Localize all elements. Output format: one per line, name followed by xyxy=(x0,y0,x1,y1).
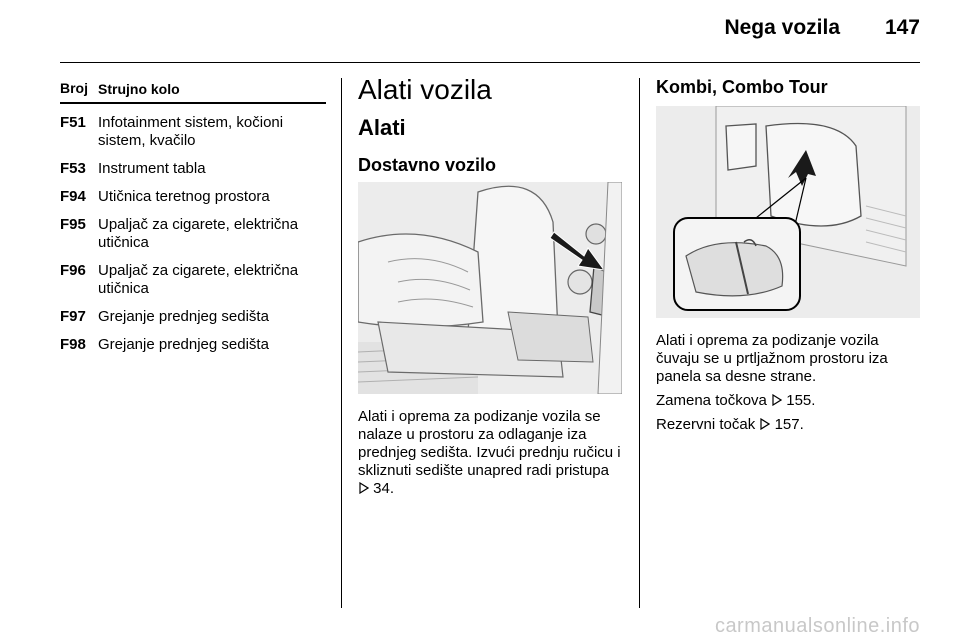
fuse-description: Upaljač za cigarete, električna utičnica xyxy=(98,216,299,251)
column-divider-right xyxy=(639,78,640,608)
table-row xyxy=(60,262,326,298)
page-number: 147 xyxy=(884,16,920,39)
fuse-description: Instrument tabla xyxy=(98,160,206,177)
fuse-description: Infotainment sistem, kočioni sistem, kvačilo xyxy=(98,114,284,149)
watermark: carmanualsonline.info xyxy=(714,615,920,637)
spare-wheel-reference xyxy=(656,416,920,434)
section-title: Nega vozila xyxy=(724,16,840,39)
page-reference-triangle-icon xyxy=(358,480,373,497)
page-reference-triangle-icon xyxy=(771,392,786,409)
subsection-heading: Alati xyxy=(358,115,406,140)
van-heading: Dostavno vozilo xyxy=(358,155,497,175)
page-header xyxy=(60,0,920,63)
page-reference-triangle-icon xyxy=(759,416,774,433)
van-seat-illustration xyxy=(358,182,622,394)
kombi-tools-paragraph: Alati i oprema za podizanje vozila čuvaju se u prtljažnom prostoru iza panela sa desne strane. xyxy=(656,332,888,385)
column-header-description: Strujno kolo xyxy=(98,81,180,97)
fuse-code: F95 xyxy=(60,216,86,233)
section-heading: Alati vozila xyxy=(358,74,492,105)
wheel-change-page-ref[interactable]: 155. xyxy=(786,392,816,409)
cargo-panel-drawing xyxy=(656,106,920,318)
fuse-description: Grejanje prednjeg sedišta xyxy=(98,336,269,353)
wheel-change-text: Zamena točkova xyxy=(656,392,767,409)
van-tools-page-ref[interactable]: 34. xyxy=(373,480,395,497)
tools-section xyxy=(358,72,624,498)
fuse-description: Upaljač za cigarete, električna utičnica xyxy=(98,262,299,297)
fuse-code: F53 xyxy=(60,160,86,177)
table-row xyxy=(60,336,326,354)
column-divider-left xyxy=(341,78,342,608)
van-tools-text: Alati i oprema za podizanje vozila se nalaze u prostoru za odlaganje iza prednjeg sedišta. Izvući prednju ručicu i skliznuti sedište unapred radi pristupa xyxy=(358,408,621,479)
kombi-section xyxy=(656,76,920,434)
table-row xyxy=(60,216,326,252)
van-tools-paragraph xyxy=(358,408,624,498)
fuse-code: F94 xyxy=(60,188,86,205)
fuse-table xyxy=(60,78,326,354)
table-row xyxy=(60,114,326,150)
fuse-description: Utičnica teretnog prostora xyxy=(98,188,270,205)
spare-wheel-text: Rezervni točak xyxy=(656,416,756,433)
fuse-description: Grejanje prednjeg sedišta xyxy=(98,308,269,325)
kombi-cargo-illustration xyxy=(656,106,920,318)
fuse-code: F97 xyxy=(60,308,86,325)
table-row xyxy=(60,160,326,178)
wheel-change-reference xyxy=(656,392,920,410)
fuse-code: F98 xyxy=(60,336,86,353)
kombi-heading: Kombi, Combo Tour xyxy=(656,77,828,97)
spare-wheel-page-ref[interactable]: 157. xyxy=(774,416,804,433)
table-row xyxy=(60,308,326,326)
column-header-code: Broj xyxy=(60,80,88,96)
fuse-table-header xyxy=(60,78,326,104)
table-row xyxy=(60,188,326,206)
fuse-code: F96 xyxy=(60,262,86,279)
fuse-code: F51 xyxy=(60,114,86,131)
seat-drawing xyxy=(358,182,622,394)
